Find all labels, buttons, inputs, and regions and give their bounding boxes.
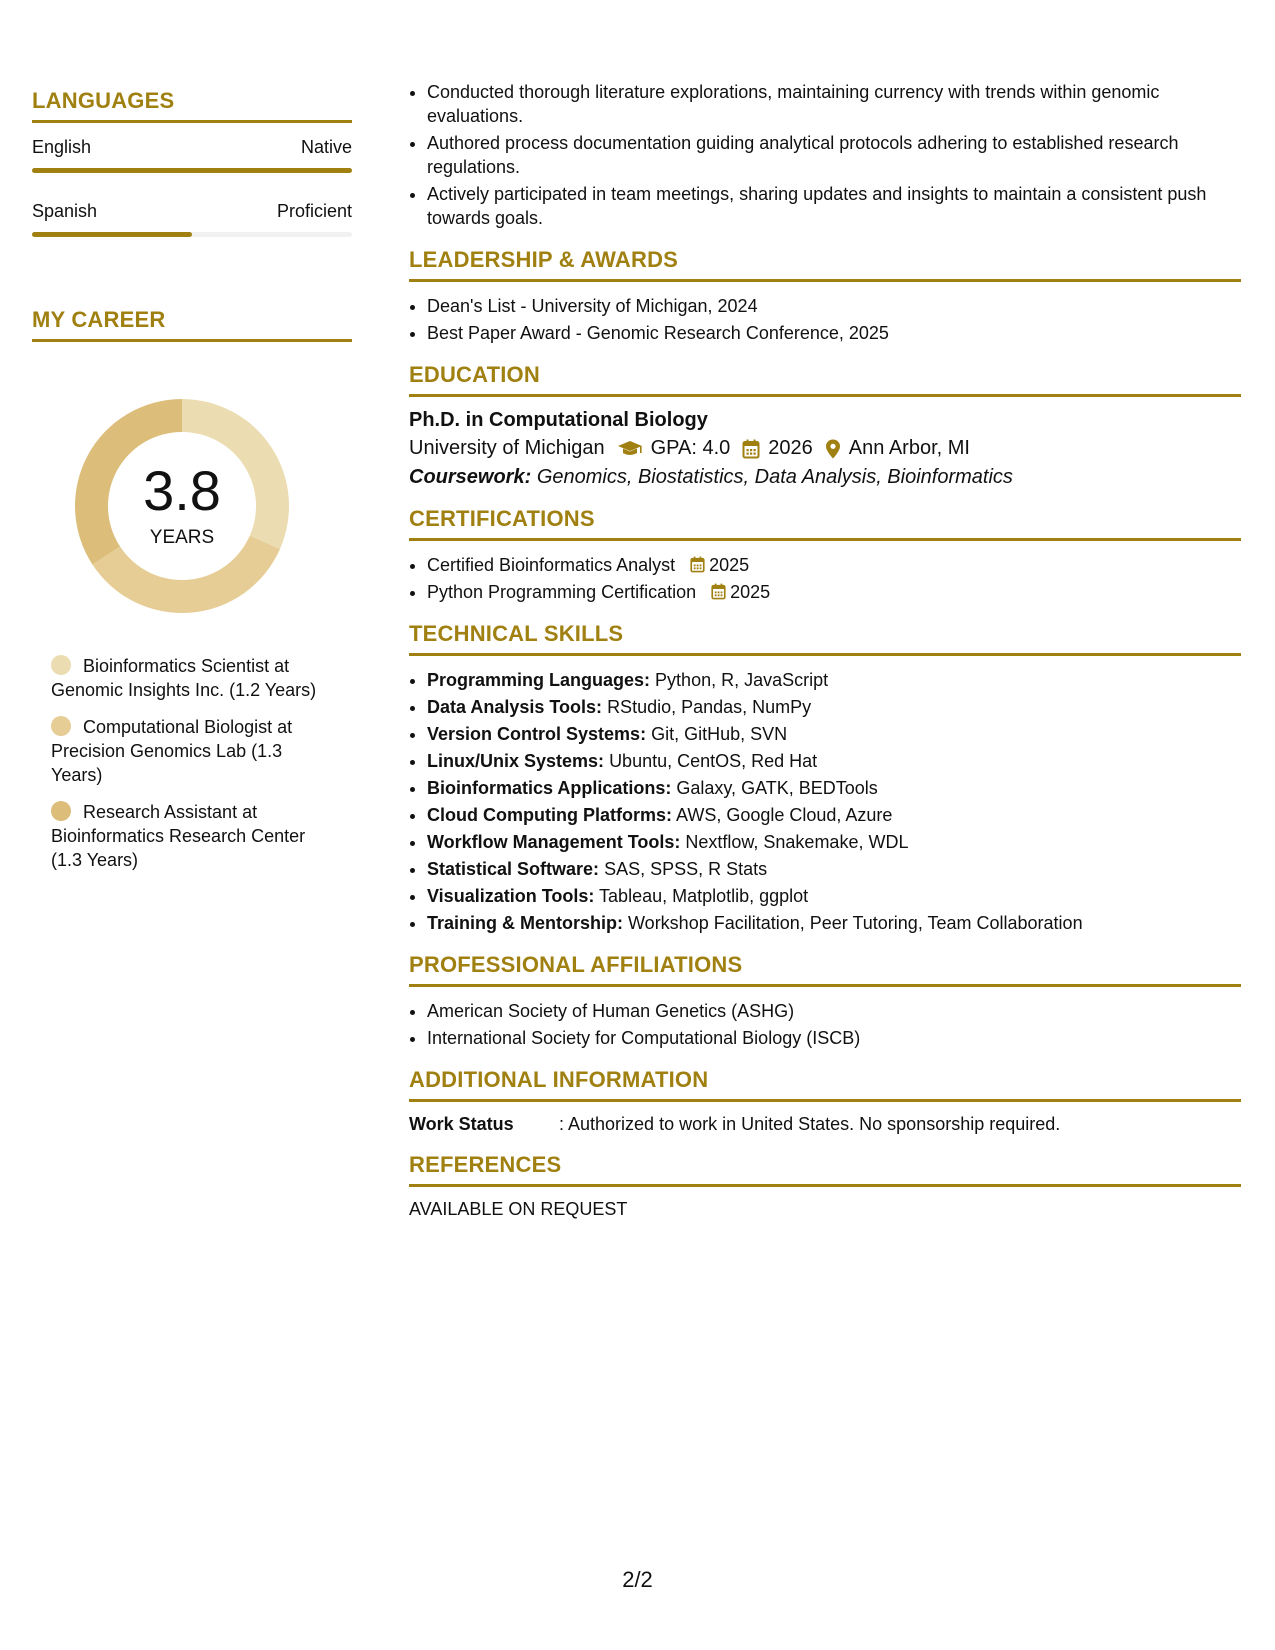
skill-label: Training & Mentorship: bbox=[427, 913, 623, 933]
certification-year: 2025 bbox=[709, 555, 750, 575]
list-item bbox=[427, 668, 1241, 692]
experience-bullets bbox=[409, 80, 1241, 230]
list-item bbox=[427, 580, 1241, 604]
affiliations-title: PROFESSIONAL AFFILIATIONS bbox=[409, 952, 1241, 987]
calendar-icon bbox=[742, 439, 760, 459]
skill-label: Bioinformatics Applications: bbox=[427, 778, 672, 798]
certification-name: Python Programming Certification bbox=[427, 582, 697, 602]
career-section bbox=[32, 307, 352, 872]
legend-label: Computational Biologist at Precision Genomics Lab (1.3 Years) bbox=[51, 717, 293, 785]
language-name: English bbox=[32, 137, 92, 157]
education-title: EDUCATION bbox=[409, 362, 1241, 397]
work-status-row bbox=[409, 1114, 1241, 1135]
list-item bbox=[427, 911, 1241, 935]
degree: Ph.D. in Computational Biology bbox=[409, 409, 708, 431]
list-item: • International Society for Computational Biology (ISCB) bbox=[427, 1026, 1241, 1050]
list-item bbox=[427, 884, 1241, 908]
career-title: MY CAREER bbox=[32, 307, 352, 342]
legend-item bbox=[51, 654, 331, 702]
skill-value: Tableau, Matplotlib, ggplot bbox=[599, 886, 809, 906]
references-text: AVAILABLE ON REQUEST bbox=[409, 1199, 628, 1219]
skill-value: Nextflow, Snakemake, WDL bbox=[685, 832, 909, 852]
skill-label: Linux/Unix Systems: bbox=[427, 751, 605, 771]
right-column bbox=[409, 80, 1241, 1220]
donut-center bbox=[62, 386, 302, 626]
skill-value: Galaxy, GATK, BEDTools bbox=[676, 778, 878, 798]
list-item bbox=[427, 722, 1241, 746]
work-status-value: : Authorized to work in United States. No sponsorship required. bbox=[559, 1114, 1061, 1134]
page-number: 2/2 bbox=[622, 1567, 653, 1592]
references-section bbox=[409, 1152, 1241, 1220]
skill-value: SAS, SPSS, R Stats bbox=[604, 859, 768, 879]
language-level: Proficient bbox=[276, 201, 352, 221]
affiliations-section bbox=[409, 952, 1241, 1050]
languages-title: LANGUAGES bbox=[32, 88, 352, 123]
career-total-years: 3.8 bbox=[143, 459, 221, 522]
list-item: • Dean's List - University of Michigan, 2024 bbox=[427, 294, 1241, 318]
map-pin-icon bbox=[825, 439, 841, 459]
calendar-icon bbox=[711, 583, 726, 600]
languages-section bbox=[32, 88, 352, 237]
calendar-icon bbox=[690, 556, 705, 573]
skill-label: Visualization Tools: bbox=[427, 886, 595, 906]
skill-value: Git, GitHub, SVN bbox=[651, 724, 788, 744]
coursework bbox=[409, 466, 1241, 489]
list-item: • Conducted thorough literature explorations, maintaining currency with trends within genomic evaluations. bbox=[427, 80, 1241, 128]
skill-value: Python, R, JavaScript bbox=[655, 670, 829, 690]
list-item: • American Society of Human Genetics (ASHG) bbox=[427, 999, 1241, 1023]
list-item bbox=[427, 776, 1241, 800]
legend-item bbox=[51, 715, 331, 787]
gpa: GPA: 4.0 bbox=[650, 437, 731, 459]
leadership-section bbox=[409, 247, 1241, 345]
list-item: • Authored process documentation guiding analytical protocols adhering to established research regulations. bbox=[427, 131, 1241, 179]
education-section bbox=[409, 362, 1241, 489]
certifications-title: CERTIFICATIONS bbox=[409, 506, 1241, 541]
list-item bbox=[427, 857, 1241, 881]
list-item bbox=[427, 553, 1241, 577]
location: Ann Arbor, MI bbox=[848, 437, 970, 459]
additional-section bbox=[409, 1067, 1241, 1135]
career-years-unit: YEARS bbox=[149, 527, 215, 548]
career-legend bbox=[51, 654, 331, 872]
language-proficiency-fill bbox=[32, 232, 192, 237]
language-proficiency-bar bbox=[32, 168, 352, 173]
language-row bbox=[32, 137, 352, 158]
skill-label: Cloud Computing Platforms: bbox=[427, 805, 672, 825]
skill-value: AWS, Google Cloud, Azure bbox=[676, 805, 893, 825]
skill-value: Ubuntu, CentOS, Red Hat bbox=[609, 751, 818, 771]
language-level: Native bbox=[300, 137, 352, 157]
skills-section bbox=[409, 621, 1241, 935]
skill-value: RStudio, Pandas, NumPy bbox=[607, 697, 812, 717]
skill-label: Programming Languages: bbox=[427, 670, 651, 690]
language-proficiency-bar bbox=[32, 232, 352, 237]
career-donut-chart bbox=[62, 386, 302, 626]
legend-dot bbox=[51, 655, 71, 675]
legend-item bbox=[51, 800, 331, 872]
skill-label: Data Analysis Tools: bbox=[427, 697, 603, 717]
skill-label: Workflow Management Tools: bbox=[427, 832, 681, 852]
certifications-section bbox=[409, 506, 1241, 604]
coursework-label: Coursework: bbox=[409, 466, 532, 488]
legend-dot bbox=[51, 716, 71, 736]
leadership-title: LEADERSHIP & AWARDS bbox=[409, 247, 1241, 282]
skills-title: TECHNICAL SKILLS bbox=[409, 621, 1241, 656]
left-column bbox=[32, 88, 352, 885]
language-row bbox=[32, 201, 352, 222]
education-details bbox=[409, 437, 1241, 460]
list-item: • Actively participated in team meetings, sharing updates and insights to maintain a consistent push towards goals. bbox=[427, 182, 1241, 230]
work-status-label: Work Status bbox=[409, 1114, 514, 1134]
certification-year: 2025 bbox=[730, 582, 771, 602]
list-item: • Best Paper Award - Genomic Research Conference, 2025 bbox=[427, 321, 1241, 345]
list-item bbox=[427, 803, 1241, 827]
language-proficiency-fill bbox=[32, 168, 352, 173]
graduation-cap-icon bbox=[617, 440, 643, 458]
graduation-year: 2026 bbox=[768, 437, 813, 459]
language-name: Spanish bbox=[32, 201, 98, 221]
legend-dot bbox=[51, 801, 71, 821]
legend-label: Bioinformatics Scientist at Genomic Insights Inc. (1.2 Years) bbox=[51, 656, 317, 700]
coursework-list: Genomics, Biostatistics, Data Analysis, Bioinformatics bbox=[536, 466, 1013, 488]
additional-title: ADDITIONAL INFORMATION bbox=[409, 1067, 1241, 1102]
legend-label: Research Assistant at Bioinformatics Research Center (1.3 Years) bbox=[51, 802, 306, 870]
skill-value: Workshop Facilitation, Peer Tutoring, Team Collaboration bbox=[628, 913, 1083, 933]
skill-label: Version Control Systems: bbox=[427, 724, 647, 744]
skill-label: Statistical Software: bbox=[427, 859, 600, 879]
references-title: REFERENCES bbox=[409, 1152, 1241, 1187]
school-name: University of Michigan bbox=[409, 437, 605, 459]
list-item bbox=[427, 695, 1241, 719]
certification-name: Certified Bioinformatics Analyst bbox=[427, 555, 676, 575]
list-item bbox=[427, 749, 1241, 773]
list-item bbox=[427, 830, 1241, 854]
